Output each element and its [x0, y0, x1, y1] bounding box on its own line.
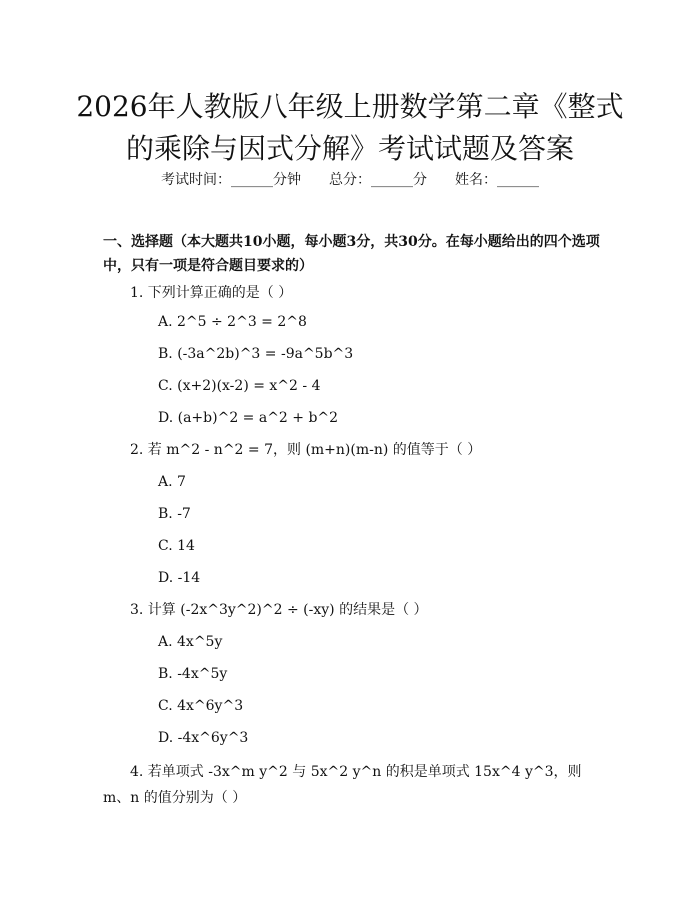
- question-1-option-a: A. 2^5 ÷ 2^3 = 2^8: [158, 314, 307, 330]
- question-2-option-b: B. -7: [158, 506, 191, 522]
- question-3-option-d: D. -4x^6y^3: [158, 730, 249, 746]
- question-2-option-a: A. 7: [158, 474, 186, 490]
- exam-title-line-1: 2026年人教版八年级上册数学第二章《整式: [76, 90, 624, 123]
- question-3-option-a: A. 4x^5y: [158, 634, 223, 650]
- question-4-stem: 4. 若单项式 -3x^m y^2 与 5x^2 y^n 的积是单项式 15x^4 y^3，则 m、n 的值分别为（ ）: [103, 764, 582, 806]
- exam-title: [60, 86, 640, 170]
- exam-time: 考试时间：______分钟: [161, 172, 301, 188]
- question-2-option-d: D. -14: [158, 570, 201, 586]
- exam-meta: [0, 169, 700, 189]
- exam-name: 姓名：______: [455, 172, 539, 188]
- question-1-option-c: C. (x+2)(x-2) = x^2 - 4: [158, 378, 321, 394]
- section-heading: 一、选择题（本大题共10小题，每小题3分，共30分。在每小题给出的四个选项中，只有一项是符合题目要求的）: [103, 234, 600, 274]
- question-2-option-c: C. 14: [158, 538, 195, 554]
- question-1-stem: 1. 下列计算正确的是（ ）: [130, 285, 293, 301]
- question-2-stem: 2. 若 m^2 - n^2 = 7，则 (m+n)(m-n) 的值等于（ ）: [130, 442, 482, 458]
- question-3-option-b: B. -4x^5y: [158, 666, 228, 682]
- question-3-option-c: C. 4x^6y^3: [158, 698, 244, 714]
- question-1-option-d: D. (a+b)^2 = a^2 + b^2: [158, 410, 339, 426]
- exam-score: 总分：______分: [329, 172, 427, 188]
- question-1-option-b: B. (-3a^2b)^3 = -9a^5b^3: [158, 346, 354, 362]
- question-3-stem: 3. 计算 (-2x^3y^2)^2 ÷ (-xy) 的结果是（ ）: [130, 602, 428, 618]
- exam-title-line-2: 的乘除与因式分解》考试试题及答案: [125, 132, 574, 165]
